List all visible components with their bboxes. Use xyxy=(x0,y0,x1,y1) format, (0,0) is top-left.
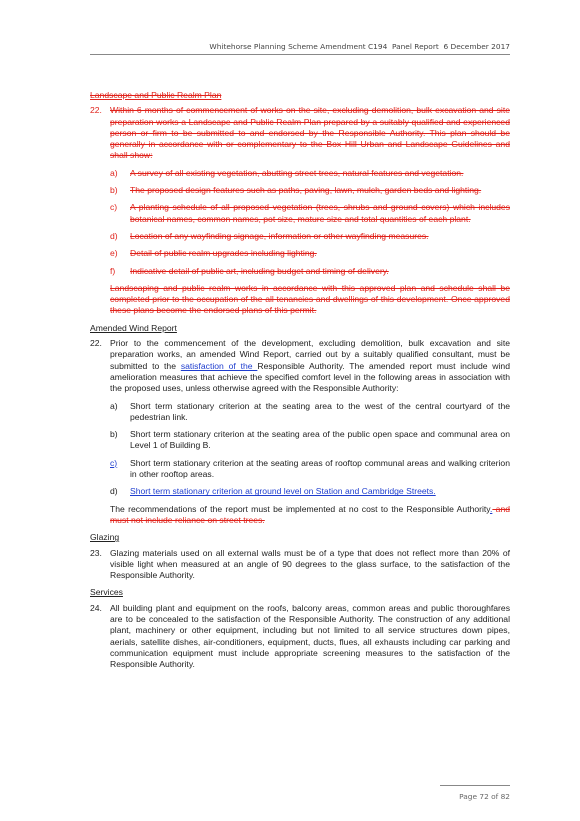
condition-number: 24. xyxy=(90,602,102,613)
item-label: f) xyxy=(110,265,116,276)
footer-rule xyxy=(440,785,510,786)
header-rule xyxy=(90,54,510,55)
item-label: d) xyxy=(110,230,118,241)
item-label: a) xyxy=(110,400,118,411)
condition-text: Prior to the commencement of the development, excluding demolition, bulk excavation and site preparation works, an amended Wind Report, carried out by a suitably qualified consultant, must be submitted to the satisfaction of the Responsible Authority. The amended report must include wind amelioration measures that achieve the specified comfort level in the following areas in association with the proposed uses, unless otherwise agreed with the Responsible Authority: xyxy=(110,338,510,394)
item-label: c) xyxy=(110,202,118,213)
landscape-item-c xyxy=(110,202,510,225)
wind-recommendations: The recommendations of the report must be implemented at no cost to the Responsible Authority. and must not include reliance on street trees. xyxy=(110,503,510,525)
item-text: Short term stationary criterion at the seating area of the public open space and communal area on Level 1 of Building B. xyxy=(130,429,510,451)
landscape-item-d xyxy=(110,231,510,242)
condition-text: All building plant and equipment on the roofs, balcony areas, common areas and public thoroughfares are to be concealed to the satisfaction of the Responsible Authority. The construction of any additional plant, machinery or other equipment, including but not limited to all service structures down pipes, aerials, satellite dishes, air-conditioners, equipment, ducts, flues, all exhausts including car parking and communication equipment must include appropriate screening measures to the satisfaction of the Responsible Authority. xyxy=(110,602,510,670)
item-text: A planting schedule of all proposed vegetation (trees, shrubs and ground covers) which includes botanical names, common names, pot size, mature size and total quantities of each plant. xyxy=(130,202,510,224)
landscape-item-b xyxy=(110,185,510,196)
wind-item-b xyxy=(110,429,510,452)
item-text: Indicative detail of public art, including budget and timing of delivery. xyxy=(130,265,389,276)
glazing-heading: Glazing xyxy=(90,532,120,543)
landscape-item-e xyxy=(110,248,510,259)
deleted-text: and must not include reliance on street trees. xyxy=(110,503,510,525)
landscape-heading xyxy=(90,90,510,101)
item-label: c) xyxy=(110,457,118,468)
item-label: e) xyxy=(110,248,118,259)
item-text: Short term stationary criterion at the seating area to the west of the central courtyard of the pedestrian link. xyxy=(130,400,510,422)
condition-23 xyxy=(90,548,510,582)
condition-22-landscape xyxy=(90,105,510,161)
wind-item-a xyxy=(110,401,510,424)
item-text: The proposed design features such as paths, paving, lawn, mulch, garden beds and lighting. xyxy=(130,185,482,196)
page-header: Whitehorse Planning Scheme Amendment C194 Panel Report 6 December 2017 xyxy=(209,42,510,51)
landscape-heading-text: Landscape and Public Realm Plan xyxy=(90,90,222,100)
condition-text: Glazing materials used on all external walls must be of a type that does not reflect more than 20% of visible light when measured at an angle of 90 degrees to the glass surface, to the satisfaction of the Responsible Authority. xyxy=(110,547,510,581)
services-heading: Services xyxy=(90,587,123,598)
condition-number: 23. xyxy=(90,547,102,558)
item-text: A survey of all existing vegetation, abutting street trees, natural features and vegetation. xyxy=(130,167,464,178)
item-label: a) xyxy=(110,167,118,178)
condition-number: 22. xyxy=(90,105,102,116)
item-text: Location of any wayfinding signage, information or other wayfinding measures. xyxy=(130,230,429,241)
inserted-text: . xyxy=(489,503,493,514)
page-number: Page 72 of 82 xyxy=(459,792,510,801)
item-label: b) xyxy=(110,429,118,440)
item-text: Short term stationary criterion at ground level on Station and Cambridge Streets. xyxy=(130,486,436,497)
item-label: d) xyxy=(110,486,118,497)
condition-24 xyxy=(90,603,510,671)
item-label: b) xyxy=(110,185,118,196)
inserted-text: satisfaction of the xyxy=(180,360,258,371)
wind-item-d xyxy=(110,486,510,497)
item-text: Detail of public realm upgrades including lighting. xyxy=(130,248,317,259)
condition-number: 22. xyxy=(90,338,102,349)
condition-text: Within 6 months of commencement of works on the site, excluding demolition, bulk excavation and site preparation works a Landscape and Public Realm Plan prepared by a suitably qualified and experienced person or firm to be submitted to and endorsed by the Responsible Authority. This plan should be generally in accordance with or complementary to the Box Hill Urban and Landscape Guidelines and shall show: xyxy=(110,105,510,161)
wind-heading: Amended Wind Report xyxy=(90,322,177,333)
wind-item-c xyxy=(110,458,510,481)
document-body xyxy=(90,90,510,676)
item-text: Short term stationary criterion at the seating areas of rooftop communal areas and walking criterion in other rooftop areas. xyxy=(130,457,510,480)
landscape-closing: Landscaping and public realm works in accordance with this approved plan and schedule shall be completed prior to the occupation of the all tenancies and dwellings of this development. Once approved these plans become the endorsed plans of this permit. xyxy=(110,282,510,316)
landscape-item-a xyxy=(110,168,510,179)
landscape-item-f xyxy=(110,266,510,277)
condition-22-wind xyxy=(90,338,510,394)
